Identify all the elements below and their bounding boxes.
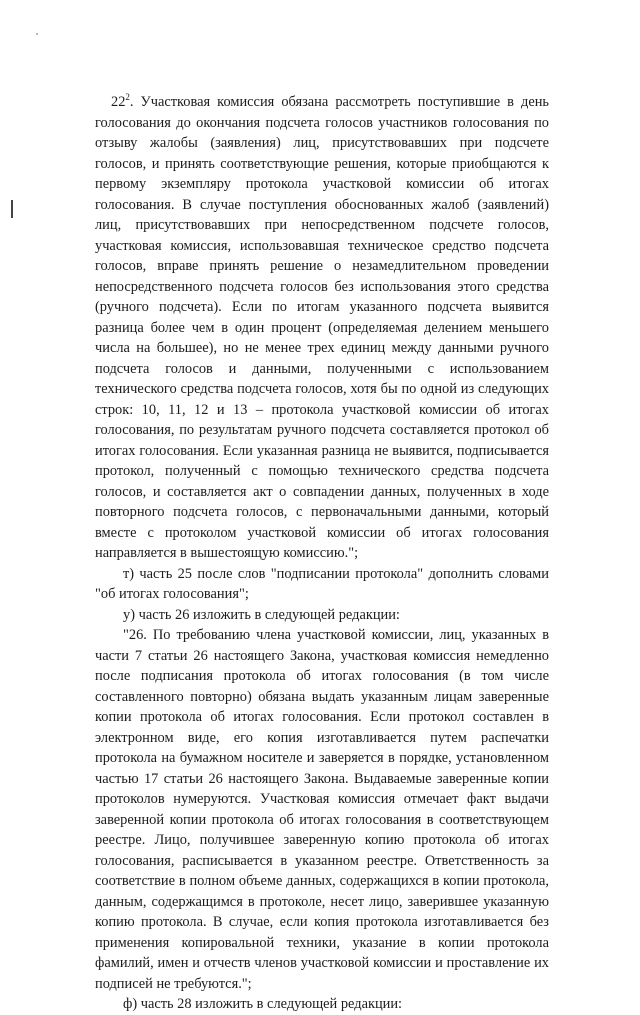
paragraph-26: "26. По требованию члена участковой комиссии, лиц, указанных в части 7 статьи 26 настоящего Закона, участковая комиссия немедленно после подписания протокола об итогах голосования (в том числе составленного повторно) обязана выдать указанным лицам заверенные копии протокола об итогах голосования. Если протокол составлен в электронном виде, его копия изготавливается путем распечатки протокола на бумажном носителе и заверяется в порядке, установленном частью 17 статьи 26 настоящего Закона. Выдаваемые заверенные копии протоколов нумеруются. Участковая комиссия отмечает факт выдачи заверенной копии протокола об итогах голосования в соответствующем реестре. Лицо, получившее заверенную копию протокола об итогах голосования, расписывается в указанном реестре. Ответственность за соответствие в полном объеме данных, содержащихся в копии протокола, данным, содержащимся в протоколе, несет лицо, заверившее указанную копию протокола. В случае, если копия протокола изготавливается без применения копировальной техники, указание в копии протокола фамилий, имен и отчеств членов участковой комиссии и проставление их подписей не требуются."; [95, 627, 549, 992]
section-number: 22 [111, 94, 126, 110]
scan-artifact-dot [36, 33, 38, 35]
section-superscript: 2 [125, 92, 130, 103]
item-u: у) часть 26 изложить в следующей редакции: [123, 606, 400, 623]
paragraph-22-2-text: . Участковая комиссия обязана рассмотреть поступившие в день голосования до окончания подсчета голосов участников голосования по отзыву жалобы (заявления) лиц, присутствовавших при подсчете голосов, и принять соответствующие решения, которые приобщаются к первому экземпляру протокола участковой комиссии об итогах голосования. В случае поступления обоснованных жалоб (заявлений) лиц, присутствовавших при непосредственном подсчете голосов, участковая комиссия, использовавшая техническое средство подсчета голосов, вправе принять решение о незамедлительном проведении непосредственного подсчета голосов без использования этого средства (ручного подсчета). Если по итогам указанного подсчета выявится разница более чем в один процент (определяемая делением меньшего числа на большее), но не менее трех единиц между данными ручного подсчета голосов и данными, полученными с использованием технического средства подсчета голосов, хотя бы по одной из следующих строк: 10, 11, 12 и 13 – протокола участковой комиссии об итогах голосования, по результатам ручного подсчета составляется протокол об итогах голосования. Если указанная разница не выявится, подписывается протокол, полученный с помощью технического средства подсчета голосов, и составляется акт о совпадении данных, полученных в ходе повторного подсчета голосов, с первоначальными данными, который вместе с протоколом участковой комиссии об итогах голосования направляется в вышестоящую комиссию."; [95, 94, 549, 561]
item-f: ф) часть 28 изложить в следующей редакции: [123, 996, 403, 1012]
scan-artifact-mark [11, 200, 13, 218]
document-body [95, 92, 549, 1015]
paragraph-22-2 [95, 92, 549, 564]
item-t: т) часть 25 после слов "подписании протокола" дополнить словами "об итогах голосования"; [95, 565, 549, 602]
